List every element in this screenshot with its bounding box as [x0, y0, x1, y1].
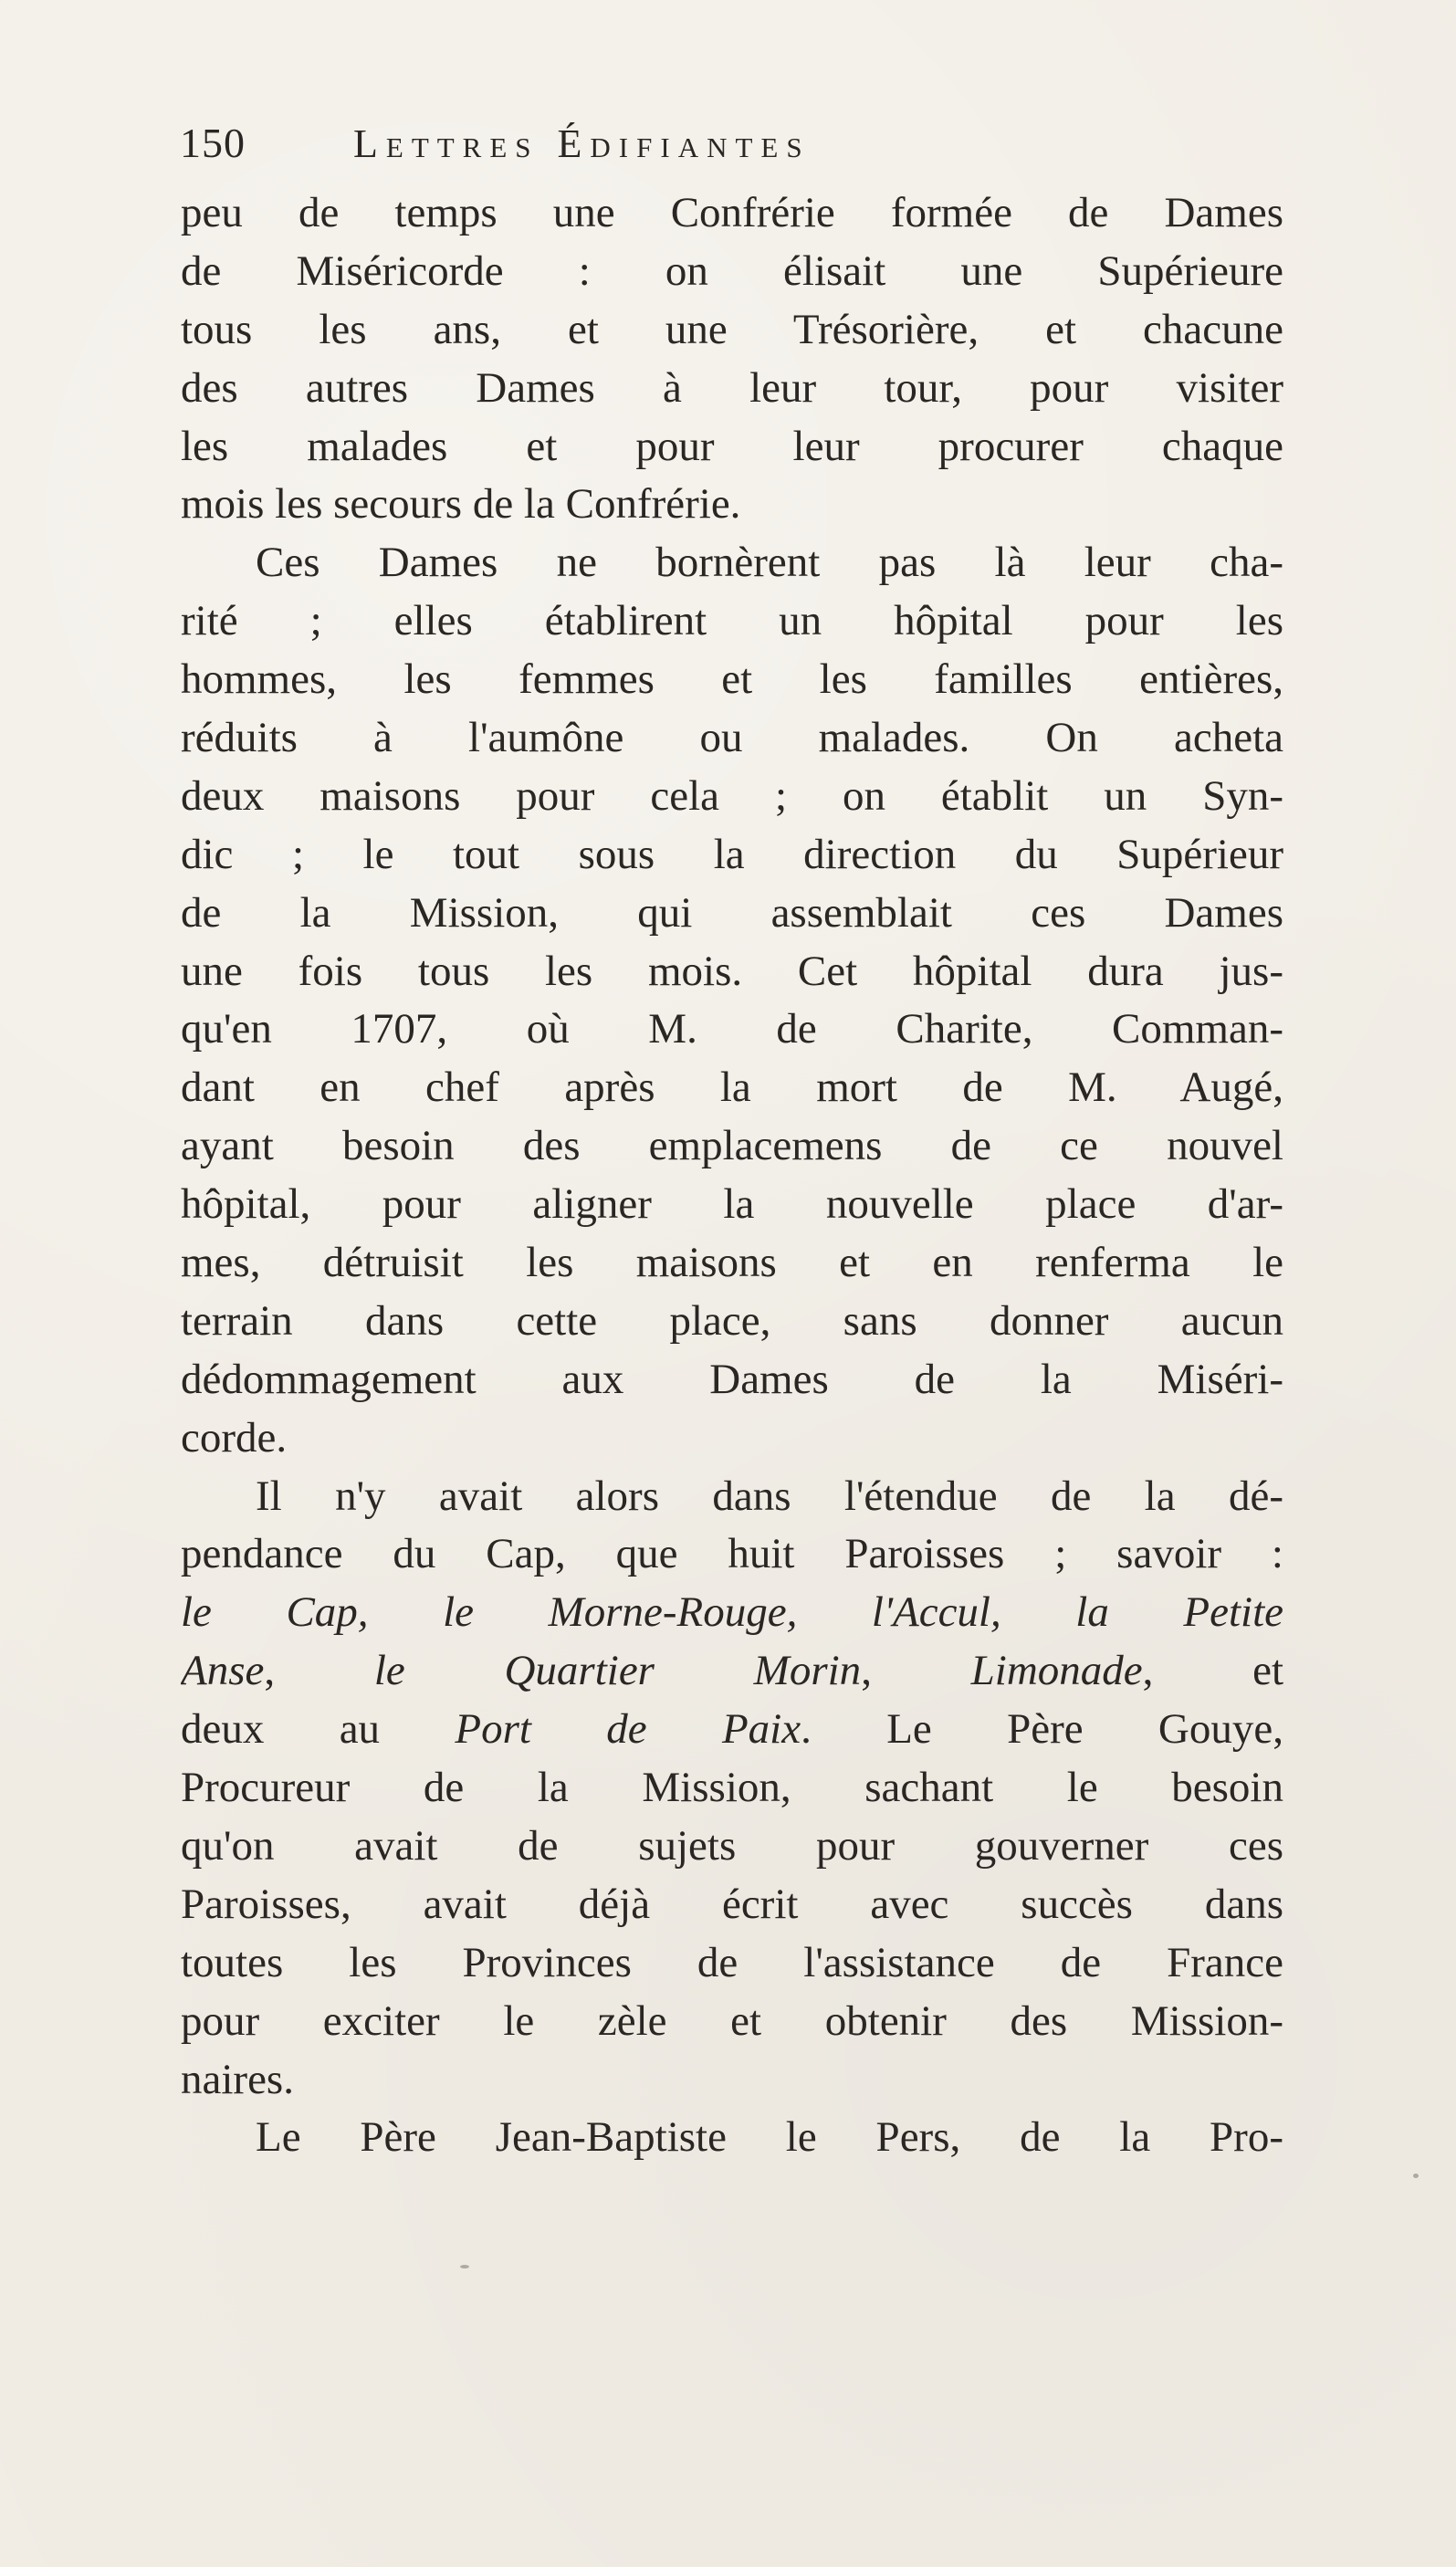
- plain-text: . Le Père Gouye,: [801, 1705, 1283, 1754]
- plain-text: deux au: [181, 1705, 456, 1754]
- paragraph-start-line: Ces Dames ne bornèrent pas là leur cha-: [256, 539, 1283, 587]
- text-line: qu'en 1707, où M. de Charite, Comman-: [181, 1005, 1283, 1053]
- text-line: des autres Dames à leur tour, pour visiter: [181, 363, 1283, 412]
- text-line: Paroisses, avait déjà écrit avec succès dans: [181, 1880, 1283, 1928]
- text-line: naires.: [181, 2055, 294, 2103]
- italic-text: Anse: [181, 1647, 265, 1695]
- body-text: [181, 184, 1283, 2167]
- text-line: peu de temps une Confrérie formée de Dames: [181, 189, 1283, 236]
- text-line: de la Mission, qui assemblait ces Dames: [181, 888, 1283, 937]
- text-line: de Miséricorde : on élisait une Supérieure: [181, 246, 1283, 295]
- text-line: corde.: [181, 1413, 288, 1462]
- text-line: mois les secours de la Confrérie.: [181, 480, 741, 529]
- paper-speck: [1413, 2174, 1419, 2178]
- text-line: pour exciter le zèle et obtenir des Mission-: [181, 1996, 1283, 2045]
- plain-text: , et: [1142, 1647, 1283, 1695]
- text-line: qu'on avait de sujets pour gouverner ces: [181, 1821, 1283, 1870]
- text-line: pendance du Cap, que huit Paroisses ; savoir :: [181, 1530, 1283, 1578]
- text-line: tous les ans, et une Trésorière, et chacune: [181, 305, 1283, 353]
- text-line: dédommagement aux Dames de la Miséri-: [181, 1355, 1283, 1403]
- text-line: dant en chef après la mort de M. Augé,: [181, 1063, 1283, 1112]
- mixed-style-line: [181, 1701, 1283, 1759]
- italic-place-names-line: [181, 1584, 1283, 1642]
- italic-text: le Cap, le Morne-Rouge, l'Accul, la Petite: [181, 1588, 1283, 1637]
- text-line: hôpital, pour aligner la nouvelle place d'ar-: [181, 1180, 1283, 1229]
- italic-text: Port de Paix: [455, 1705, 801, 1754]
- plain-text: ,: [264, 1647, 374, 1695]
- text-line: terrain dans cette place, sans donner aucun: [181, 1296, 1283, 1345]
- text-line: dic ; le tout sous la direction du Supérieur: [181, 830, 1283, 878]
- paragraph-start-line: Le Père Jean-Baptiste le Pers, de la Pro-: [256, 2113, 1283, 2162]
- text-line: deux maisons pour cela ; on établit un Syn-: [181, 771, 1283, 820]
- text-line: une fois tous les mois. Cet hôpital dura jus-: [181, 947, 1283, 995]
- page-number: 150: [180, 120, 246, 166]
- text-line: ayant besoin des emplacemens de ce nouvel: [181, 1122, 1283, 1170]
- text-line: hommes, les femmes et les familles entières,: [181, 655, 1283, 704]
- text-line: rité ; elles établirent un hôpital pour les: [181, 597, 1283, 645]
- text-line: les malades et pour leur procurer chaque: [181, 422, 1283, 470]
- text-line: mes, détruisit les maisons et en renferma le: [181, 1239, 1283, 1287]
- italic-place-names-line: [181, 1642, 1283, 1701]
- paragraph-start-line: Il n'y avait alors dans l'étendue de la dé-: [256, 1472, 1283, 1520]
- text-line: Procureur de la Mission, sachant le besoin: [181, 1764, 1283, 1812]
- page-header: [180, 119, 1284, 177]
- text-line: toutes les Provinces de l'assistance de France: [181, 1938, 1283, 1986]
- running-head: Lettres Édifiantes: [353, 121, 811, 166]
- paper-speck: [460, 2265, 469, 2268]
- text-line: réduits à l'aumône ou malades. On acheta: [181, 714, 1283, 762]
- plain-text: ,: [861, 1647, 971, 1695]
- italic-text: Limonade: [970, 1647, 1143, 1695]
- italic-text: le Quartier Morin: [373, 1647, 862, 1695]
